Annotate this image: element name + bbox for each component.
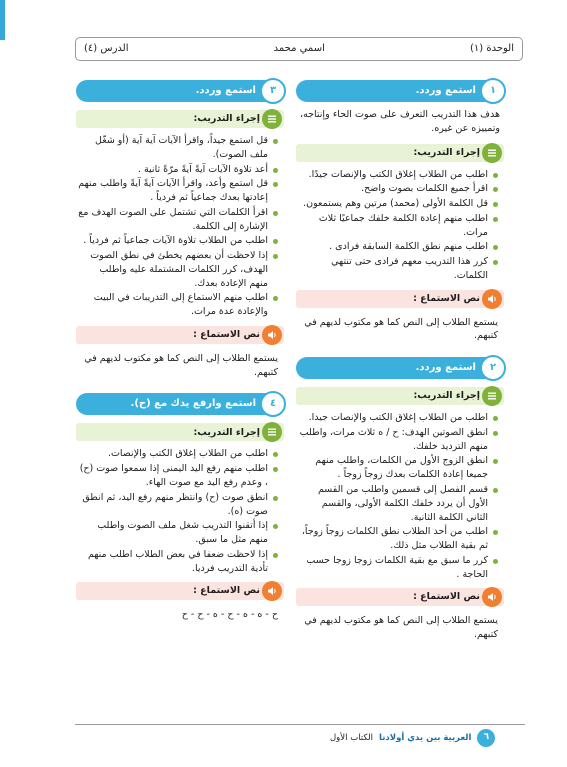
speaker-icon[interactable] (482, 289, 502, 309)
list-item: إذا لاحظت ضعفا في بعض الطلاب اطلب منهم تأدية التدريب فرديا. (78, 548, 278, 576)
list-item: انطق الزوج الأول من الكلمات، واطلب منهم جميعا إعادة الكلمات بعدك زوجاً زوجاً . (298, 454, 498, 482)
page-edge-accent (0, 0, 5, 40)
exercise-3-title: استمع وردد. (195, 84, 256, 96)
list-item: انطق صوت (ح) وانتظر منهم رفع اليد، ثم انطق صوت (ه). (78, 491, 278, 519)
exercise-2-title: استمع وردد. (415, 361, 476, 373)
list-item: كرر ما سبق مع بقية الكلمات زوجا زوجا حسب الحاجة . (298, 554, 498, 582)
exercise-2-listen-text: يستمع الطلاب إلى النص كما هو مكتوب لديهم في كتبهم. (304, 615, 498, 641)
exercise-1-intro: هدف هذا التدريب التعرف على صوت الحاء وإنتاجه، وتمييزه عن غيره. (300, 109, 500, 134)
list-item: قل استمع جيداً، واقرأ الآيات آية آية (أو شغّل ملف الصوت). (78, 134, 278, 162)
exercise-4-title-bar (76, 393, 284, 415)
exercise-2-listen-bar (296, 588, 504, 606)
list-item: قسم الفصل إلى قسمين واطلب من القسم الأول أن يردد خلفك الكلمة الأولى، والقسم الثاني الكلمة الثانية. (298, 483, 498, 524)
book-title: العربية بين يدي أولادنا (379, 732, 472, 743)
exercise-1-procedure-label: إجراء التدريب: (413, 146, 480, 158)
right-column (296, 80, 504, 646)
exercise-3-procedure-bar (76, 110, 284, 128)
list-item: اطلب من الطلاب إغلاق الكتب والإنصات جيدًا. (298, 168, 498, 182)
footer-divider (75, 724, 525, 725)
exercise-2-number: ٢ (480, 355, 506, 381)
list-item: أعد تلاوة الآيات آيةً آيةً مرّةً ثانية . (78, 163, 278, 177)
exercise-1-listen-bar (296, 290, 504, 308)
list-item: قل الكلمة الأولى (محمد) مرتين وهم يستمعون. (298, 197, 498, 211)
exercise-1-number: ١ (480, 78, 506, 104)
lesson-label: الدرس (٤) (84, 42, 129, 54)
exercise-4-procedure-bar (76, 423, 284, 441)
list-item: انطق الصوتين الهدف: ح / ه ثلاث مرات، واطلب منهم الترديد خلفك. (298, 426, 498, 454)
exercise-2-steps (296, 409, 504, 584)
book-part: الكتاب الأول (330, 732, 373, 743)
list-item: اطلب منهم رفع اليد اليمنى إذا سمعوا صوت (ح) ، وعدم رفع اليد مع صوت الهاء. (78, 462, 278, 490)
list-item: اطلب من أحد الطلاب نطق الكلمات زوجاً زوجاً، ثم بقية الطلاب مثل ذلك. (298, 525, 498, 553)
list-item: إذا لاحظت أن بعضهم يخطئ في نطق الصوت الهدف، كرر الكلمات المشتملة عليه واطلب منهم الإعادة بعدك. (78, 249, 278, 290)
list-item: اطلب منهم نطق الكلمة السابقة فرادى . (298, 240, 498, 254)
exercise-2-procedure-label: إجراء التدريب: (413, 390, 480, 402)
exercise-1-steps (296, 166, 504, 286)
list-icon (262, 422, 282, 442)
exercise-4-listen-label: نص الاستماع : (193, 585, 260, 597)
exercise-4-number: ٤ (260, 391, 286, 417)
exercise-4-listen-bar (76, 582, 284, 600)
exercise-3-listen-text: يستمع الطلاب إلى النص كما هو مكتوب لديهم في كتبهم. (84, 352, 278, 378)
page-header (75, 37, 523, 61)
speaker-icon[interactable] (262, 581, 282, 601)
speaker-icon[interactable] (262, 325, 282, 345)
exercise-1-title: استمع وردد. (415, 84, 476, 96)
exercise-1-procedure-bar (296, 144, 504, 162)
exercise-3-number: ٣ (260, 78, 286, 104)
exercise-1-listen-label: نص الاستماع : (413, 292, 480, 304)
list-item: اطلب منهم إعادة الكلمة خلفك جماعيًا ثلاث مرات. (298, 212, 498, 240)
exercise-2-listen-label: نص الاستماع : (413, 591, 480, 603)
list-icon (262, 109, 282, 129)
exercise-4-procedure-label: إجراء التدريب: (193, 426, 260, 438)
list-item: اطلب من الطلاب تلاوة الآيات جماعياً ثم فردياً . (78, 234, 278, 248)
unit-label: الوحدة (١) (469, 42, 514, 54)
exercise-1-title-bar (296, 80, 504, 102)
left-column (76, 80, 284, 626)
list-item: اقرأ جميع الكلمات بصوت واضح. (298, 182, 498, 196)
page-number: ٦ (477, 729, 495, 747)
exercise-4-steps (76, 445, 284, 578)
speaker-icon[interactable] (482, 587, 502, 607)
list-item: قل استمع وأعد، واقرأ الآيات آيةً آيةً واطلب منهم إعادتها بعدك جماعياً ثم فردياً . (78, 177, 278, 205)
exercise-3-listen-label: نص الاستماع : (193, 329, 260, 341)
list-icon (482, 386, 502, 406)
list-icon (482, 143, 502, 163)
exercise-3-title-bar (76, 80, 284, 102)
student-name: اسمي محمد (273, 42, 325, 54)
list-item: إذا أتقنوا التدريب شغل ملف الصوت واطلب منهم مثل ما سبق. (78, 519, 278, 547)
exercise-3-procedure-label: إجراء التدريب: (193, 113, 260, 125)
list-item: اطلب من الطلاب إغلاق الكتب والإنصات جيدا. (298, 411, 498, 425)
list-item: اقرأ الكلمات التي تشتمل على الصوت الهدف مع الإشارة إلى الكلمة. (78, 206, 278, 234)
exercise-3-listen-bar (76, 326, 284, 344)
list-item: كرر هذا التدريب معهم فرادى حتى تنتهي الكلمات. (298, 255, 498, 283)
exercise-2-procedure-bar (296, 387, 504, 405)
exercise-1-listen-text: يستمع الطلاب إلى النص كما هو مكتوب لديهم في كتبهم. (304, 316, 498, 342)
exercise-2-title-bar (296, 357, 504, 379)
exercise-3-steps (76, 132, 284, 322)
list-item: اطلب منهم الاستماع إلى التدريبات في البيت والإعادة عدة مرات. (78, 291, 278, 319)
list-item: اطلب من الطلاب إغلاق الكتب والإنصات. (78, 447, 278, 461)
page-footer (330, 729, 495, 747)
exercise-4-title: استمع وارفع يدك مع (ح). (130, 398, 256, 410)
exercise-4-listen-text: ح - ه - ه - ح - ه - ح - ح (181, 609, 278, 621)
